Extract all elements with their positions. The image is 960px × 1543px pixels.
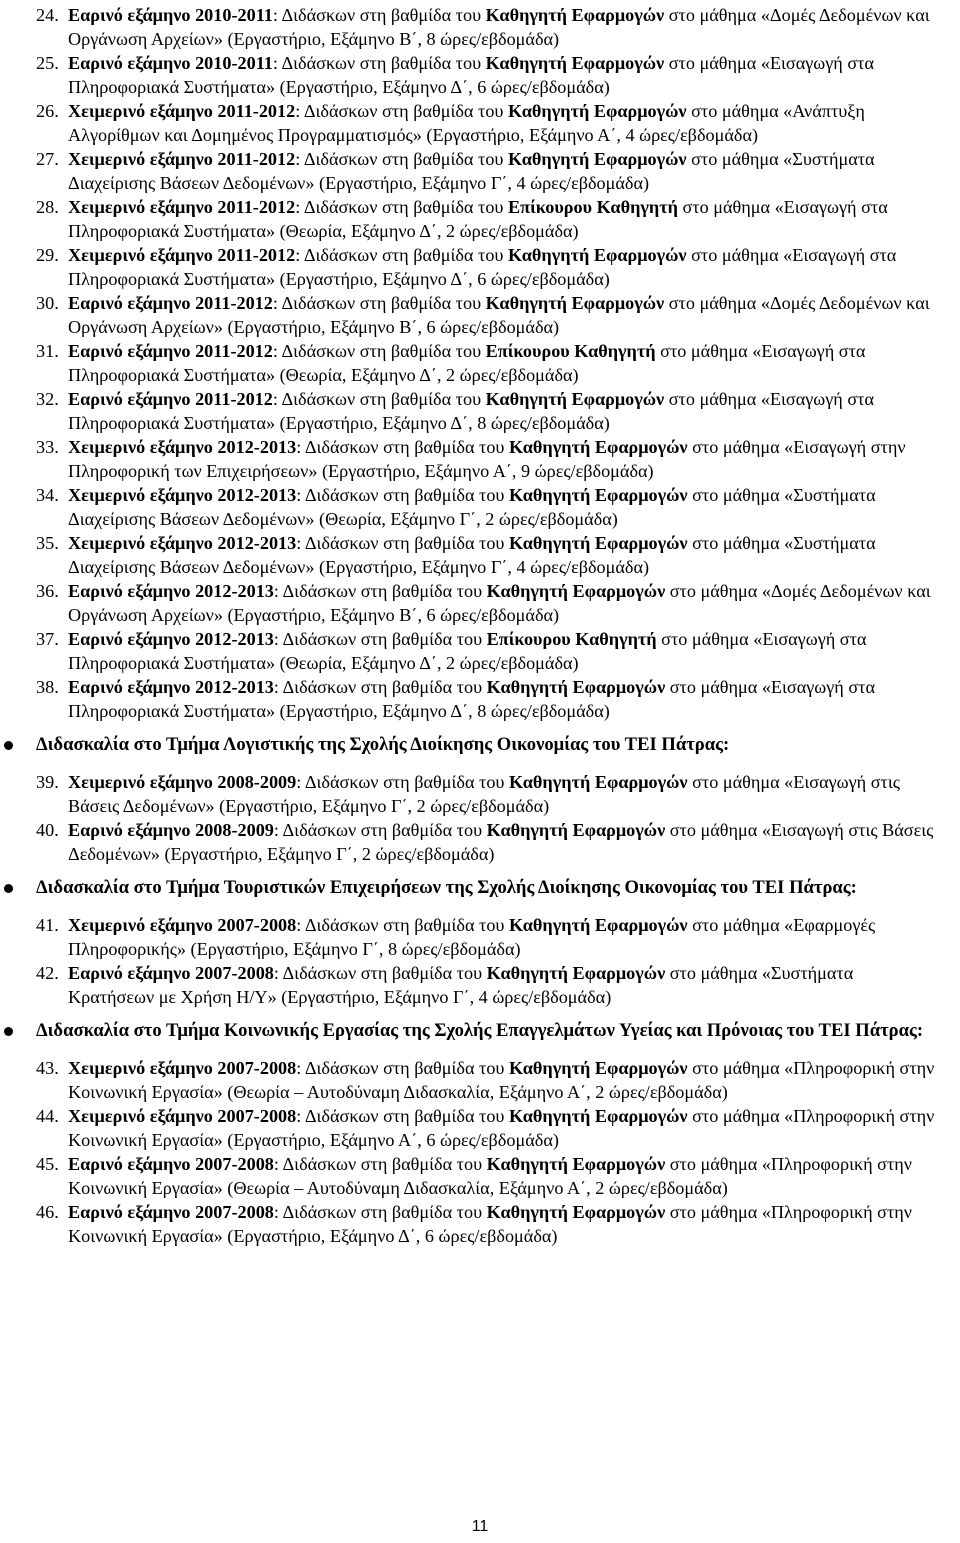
semester: Χειμερινό εξάμηνο 2007-2008	[68, 1106, 297, 1126]
course-text: στο μάθημα «Εισαγωγή στα Πληροφοριακά Συστήματα» (Εργαστήριο, Εξάμηνο Δ΄, 8 ώρες/εβδομάδα)	[68, 389, 874, 433]
item-text: : Διδάσκων στη βαθμίδα του	[272, 389, 486, 409]
semester: Εαρινό εξάμηνο 2011-2012	[68, 389, 273, 409]
list-item	[0, 1200, 960, 1248]
item-text: : Διδάσκων στη βαθμίδα του	[273, 1154, 487, 1174]
course-text: στο μάθημα «Εφαρμογές Πληροφορικής» (Εργαστήριο, Εξάμηνο Γ΄, 8 ώρες/εβδομάδα)	[68, 915, 876, 959]
rank: Καθηγητή Εφαρμογών	[486, 1154, 666, 1174]
course-text: στο μάθημα «Δομές Δεδομένων και Οργάνωση Αρχείων» (Εργαστήριο, Εξάμηνο Β΄, 8 ώρες/εβδομάδα)	[68, 5, 930, 49]
rank: Καθηγητή Εφαρμογών	[508, 485, 688, 505]
item-number: 26.	[36, 101, 59, 121]
item-number: 29.	[36, 245, 59, 265]
course-text: στο μάθημα «Συστήματα Διαχείρισης Βάσεων Δεδομένων» (Εργαστήριο, Εξάμηνο Γ΄, 4 ώρες/εβδομάδα)	[68, 533, 876, 577]
list-item	[0, 147, 960, 195]
item-text: : Διδάσκων στη βαθμίδα του	[296, 1106, 509, 1126]
document-body	[0, 3, 960, 1248]
item-text: : Διδάσκων στη βαθμίδα του	[295, 101, 508, 121]
section-heading-accounting	[0, 732, 960, 757]
bullet-icon	[4, 1027, 13, 1036]
list-item	[0, 579, 960, 627]
rank: Καθηγητή Εφαρμογών	[508, 1058, 688, 1078]
teaching-list-accounting	[0, 770, 960, 866]
item-number: 25.	[36, 53, 59, 73]
rank: Καθηγητή Εφαρμογών	[485, 53, 665, 73]
item-text: : Διδάσκων στη βαθμίδα του	[273, 677, 487, 697]
rank: Επίκουρου Καθηγητή	[507, 197, 678, 217]
teaching-list-social-work	[0, 1056, 960, 1248]
semester: Χειμερινό εξάμηνο 2007-2008	[68, 1058, 297, 1078]
rank: Καθηγητή Εφαρμογών	[508, 772, 688, 792]
rank: Καθηγητή Εφαρμογών	[485, 5, 665, 25]
section-heading-text: Διδασκαλία στο Τμήμα Κοινωνικής Εργασίας της Σχολής Επαγγελμάτων Υγείας και Πρόνοιας του ΤΕΙ Πάτρας:	[36, 1020, 924, 1041]
semester: Χειμερινό εξάμηνο 2012-2013	[68, 485, 297, 505]
rank: Καθηγητή Εφαρμογών	[507, 101, 687, 121]
course-text: στο μάθημα «Δομές Δεδομένων και Οργάνωση Αρχείων» (Εργαστήριο, Εξάμηνο Β΄, 6 ώρες/εβδομάδα)	[68, 293, 930, 337]
semester: Χειμερινό εξάμηνο 2011-2012	[68, 245, 296, 265]
course-text: στο μάθημα «Πληροφορική στην Κοινωνική Εργασία» (Θεωρία – Αυτοδύναμη Διδασκαλία, Εξάμηνο Α΄, 2 ώρες/εβδομάδα)	[68, 1058, 935, 1102]
item-text: : Διδάσκων στη βαθμίδα του	[295, 149, 508, 169]
item-number: 34.	[36, 485, 59, 505]
section-heading-text: Διδασκαλία στο Τμήμα Λογιστικής της Σχολής Διοίκησης Οικονομίας του ΤΕΙ Πάτρας:	[36, 734, 730, 755]
rank: Καθηγητή Εφαρμογών	[486, 1202, 666, 1222]
semester: Εαρινό εξάμηνο 2012-2013	[68, 677, 274, 697]
rank: Καθηγητή Εφαρμογών	[508, 437, 688, 457]
course-text: στο μάθημα «Ανάπτυξη Αλγορίθμων και Δομημένος Προγραμματισμός» (Εργαστήριο, Εξάμηνο Α΄, 4 ώρες/εβδομάδα)	[68, 101, 865, 145]
item-text: : Διδάσκων στη βαθμίδα του	[272, 5, 486, 25]
list-item	[0, 51, 960, 99]
item-number: 35.	[36, 533, 59, 553]
page-number: 11	[471, 1518, 489, 1535]
item-number: 42.	[36, 963, 59, 983]
list-item	[0, 387, 960, 435]
list-item	[0, 913, 960, 961]
item-number: 24.	[36, 5, 59, 25]
course-text: στο μάθημα «Εισαγωγή στα Πληροφοριακά Συστήματα» (Εργαστήριο, Εξάμηνο Δ΄, 6 ώρες/εβδομάδα)	[68, 53, 874, 97]
section-heading-text: Διδασκαλία στο Τμήμα Τουριστικών Επιχειρήσεων της Σχολής Διοίκησης Οικονομίας του ΤΕΙ Πάτρας:	[36, 877, 857, 898]
item-number: 41.	[36, 915, 59, 935]
list-item	[0, 339, 960, 387]
semester: Εαρινό εξάμηνο 2007-2008	[68, 1202, 274, 1222]
item-number: 43.	[36, 1058, 59, 1078]
course-text: στο μάθημα «Εισαγωγή στα Πληροφοριακά Συστήματα» (Εργαστήριο, Εξάμηνο Δ΄, 6 ώρες/εβδομάδα)	[68, 245, 897, 289]
item-number: 32.	[36, 389, 59, 409]
course-text: στο μάθημα «Εισαγωγή στις Βάσεις Δεδομένων» (Εργαστήριο, Εξάμηνο Γ΄, 2 ώρες/εβδομάδα)	[68, 820, 934, 864]
semester: Εαρινό εξάμηνο 2007-2008	[68, 1154, 274, 1174]
course-text: στο μάθημα «Συστήματα Διαχείρισης Βάσεων Δεδομένων» (Θεωρία, Εξάμηνο Γ΄, 2 ώρες/εβδομάδα)	[68, 485, 876, 529]
item-number: 30.	[36, 293, 59, 313]
item-number: 39.	[36, 772, 59, 792]
semester: Εαρινό εξάμηνο 2011-2012	[68, 341, 273, 361]
rank: Καθηγητή Εφαρμογών	[507, 149, 687, 169]
list-item	[0, 627, 960, 675]
semester: Χειμερινό εξάμηνο 2008-2009	[68, 772, 297, 792]
list-item	[0, 675, 960, 723]
course-text: στο μάθημα «Συστήματα Διαχείρισης Βάσεων Δεδομένων» (Εργαστήριο, Εξάμηνο Γ΄, 4 ώρες/εβδομάδα)	[68, 149, 875, 193]
rank: Καθηγητή Εφαρμογών	[508, 915, 688, 935]
item-text: : Διδάσκων στη βαθμίδα του	[272, 53, 486, 73]
item-text: : Διδάσκων στη βαθμίδα του	[296, 437, 509, 457]
list-item	[0, 291, 960, 339]
course-text: στο μάθημα «Εισαγωγή στα Πληροφοριακά Συστήματα» (Θεωρία, Εξάμηνο Δ΄, 2 ώρες/εβδομάδα)	[68, 629, 867, 673]
rank: Καθηγητή Εφαρμογών	[485, 293, 665, 313]
course-text: στο μάθημα «Εισαγωγή στα Πληροφοριακά Συστήματα» (Θεωρία, Εξάμηνο Δ΄, 2 ώρες/εβδομάδα)	[68, 341, 866, 385]
list-item	[0, 770, 960, 818]
course-text: στο μάθημα «Εισαγωγή στις Βάσεις Δεδομένων» (Εργαστήριο, Εξάμηνο Γ΄, 2 ώρες/εβδομάδα)	[68, 772, 900, 816]
rank: Επίκουρου Καθηγητή	[486, 629, 657, 649]
semester: Εαρινό εξάμηνο 2007-2008	[68, 963, 274, 983]
list-item	[0, 1056, 960, 1104]
item-number: 36.	[36, 581, 59, 601]
item-text: : Διδάσκων στη βαθμίδα του	[296, 485, 509, 505]
rank: Καθηγητή Εφαρμογών	[486, 677, 666, 697]
semester: Χειμερινό εξάμηνο 2011-2012	[68, 101, 296, 121]
item-text: : Διδάσκων στη βαθμίδα του	[296, 915, 509, 935]
course-text: στο μάθημα «Εισαγωγή στα Πληροφοριακά Συστήματα» (Θεωρία, Εξάμηνο Δ΄, 2 ώρες/εβδομάδα)	[68, 197, 888, 241]
course-text: στο μάθημα «Πληροφορική στην Κοινωνική Εργασία» (Εργαστήριο, Εξάμηνο Δ΄, 6 ώρες/εβδομάδα)	[68, 1202, 913, 1246]
list-item	[0, 531, 960, 579]
course-text: στο μάθημα «Πληροφορική στην Κοινωνική Εργασία» (Θεωρία – Αυτοδύναμη Διδασκαλία, Εξάμηνο Α΄, 2 ώρες/εβδομάδα)	[68, 1154, 913, 1198]
item-text: : Διδάσκων στη βαθμίδα του	[273, 581, 487, 601]
rank: Καθηγητή Εφαρμογών	[485, 389, 665, 409]
semester: Εαρινό εξάμηνο 2012-2013	[68, 629, 274, 649]
section-heading-social-work	[0, 1018, 960, 1043]
semester: Εαρινό εξάμηνο 2011-2012	[68, 293, 273, 313]
item-text: : Διδάσκων στη βαθμίδα του	[273, 1202, 487, 1222]
semester: Χειμερινό εξάμηνο 2007-2008	[68, 915, 297, 935]
item-number: 45.	[36, 1154, 59, 1174]
semester: Χειμερινό εξάμηνο 2011-2012	[68, 197, 296, 217]
rank: Καθηγητή Εφαρμογών	[507, 245, 687, 265]
rank: Καθηγητή Εφαρμογών	[486, 820, 666, 840]
rank: Επίκουρου Καθηγητή	[485, 341, 656, 361]
section-heading-tourism	[0, 875, 960, 900]
item-text: : Διδάσκων στη βαθμίδα του	[273, 820, 487, 840]
list-item	[0, 195, 960, 243]
course-text: στο μάθημα «Εισαγωγή στα Πληροφοριακά Συστήματα» (Εργαστήριο, Εξάμηνο Δ΄, 8 ώρες/εβδομάδα)	[68, 677, 876, 721]
semester: Εαρινό εξάμηνο 2010-2011	[68, 5, 273, 25]
item-number: 38.	[36, 677, 59, 697]
list-item	[0, 1152, 960, 1200]
list-item	[0, 1104, 960, 1152]
item-number: 31.	[36, 341, 59, 361]
course-text: στο μάθημα «Εισαγωγή στην Πληροφορική των Επιχειρήσεων» (Εργαστήριο, Εξάμηνο Α΄, 9 ώρες/εβδομάδα)	[68, 437, 906, 481]
list-item	[0, 961, 960, 1009]
item-text: : Διδάσκων στη βαθμίδα του	[296, 1058, 509, 1078]
rank: Καθηγητή Εφαρμογών	[508, 533, 688, 553]
rank: Καθηγητή Εφαρμογών	[508, 1106, 688, 1126]
semester: Εαρινό εξάμηνο 2012-2013	[68, 581, 274, 601]
list-item	[0, 435, 960, 483]
list-item	[0, 483, 960, 531]
rank: Καθηγητή Εφαρμογών	[486, 963, 666, 983]
item-text: : Διδάσκων στη βαθμίδα του	[272, 293, 486, 313]
rank: Καθηγητή Εφαρμογών	[486, 581, 666, 601]
item-number: 46.	[36, 1202, 59, 1222]
item-number: 40.	[36, 820, 59, 840]
semester: Χειμερινό εξάμηνο 2011-2012	[68, 149, 296, 169]
list-item	[0, 818, 960, 866]
item-number: 27.	[36, 149, 59, 169]
item-text: : Διδάσκων στη βαθμίδα του	[296, 772, 509, 792]
teaching-list-tourism	[0, 913, 960, 1009]
semester: Χειμερινό εξάμηνο 2012-2013	[68, 437, 297, 457]
course-text: στο μάθημα «Δομές Δεδομένων και Οργάνωση Αρχείων» (Εργαστήριο, Εξάμηνο Β΄, 6 ώρες/εβδομάδα)	[68, 581, 931, 625]
bullet-icon	[4, 741, 13, 750]
semester: Εαρινό εξάμηνο 2008-2009	[68, 820, 274, 840]
item-text: : Διδάσκων στη βαθμίδα του	[295, 197, 508, 217]
item-number: 28.	[36, 197, 59, 217]
item-text: : Διδάσκων στη βαθμίδα του	[295, 245, 508, 265]
course-text: στο μάθημα «Συστήματα Κρατήσεων με Χρήση Η/Υ» (Εργαστήριο, Εξάμηνο Γ΄, 4 ώρες/εβδομάδα)	[68, 963, 854, 1007]
list-item	[0, 243, 960, 291]
item-text: : Διδάσκων στη βαθμίδα του	[296, 533, 509, 553]
item-text: : Διδάσκων στη βαθμίδα του	[273, 629, 487, 649]
item-number: 33.	[36, 437, 59, 457]
item-text: : Διδάσκων στη βαθμίδα του	[273, 963, 487, 983]
list-item	[0, 99, 960, 147]
teaching-list-main	[0, 3, 960, 723]
item-text: : Διδάσκων στη βαθμίδα του	[272, 341, 486, 361]
course-text: στο μάθημα «Πληροφορική στην Κοινωνική Εργασία» (Εργαστήριο, Εξάμηνο Α΄, 6 ώρες/εβδομάδα)	[68, 1106, 935, 1150]
semester: Χειμερινό εξάμηνο 2012-2013	[68, 533, 297, 553]
item-number: 44.	[36, 1106, 59, 1126]
semester: Εαρινό εξάμηνο 2010-2011	[68, 53, 273, 73]
item-number: 37.	[36, 629, 59, 649]
bullet-icon	[4, 884, 13, 893]
list-item	[0, 3, 960, 51]
